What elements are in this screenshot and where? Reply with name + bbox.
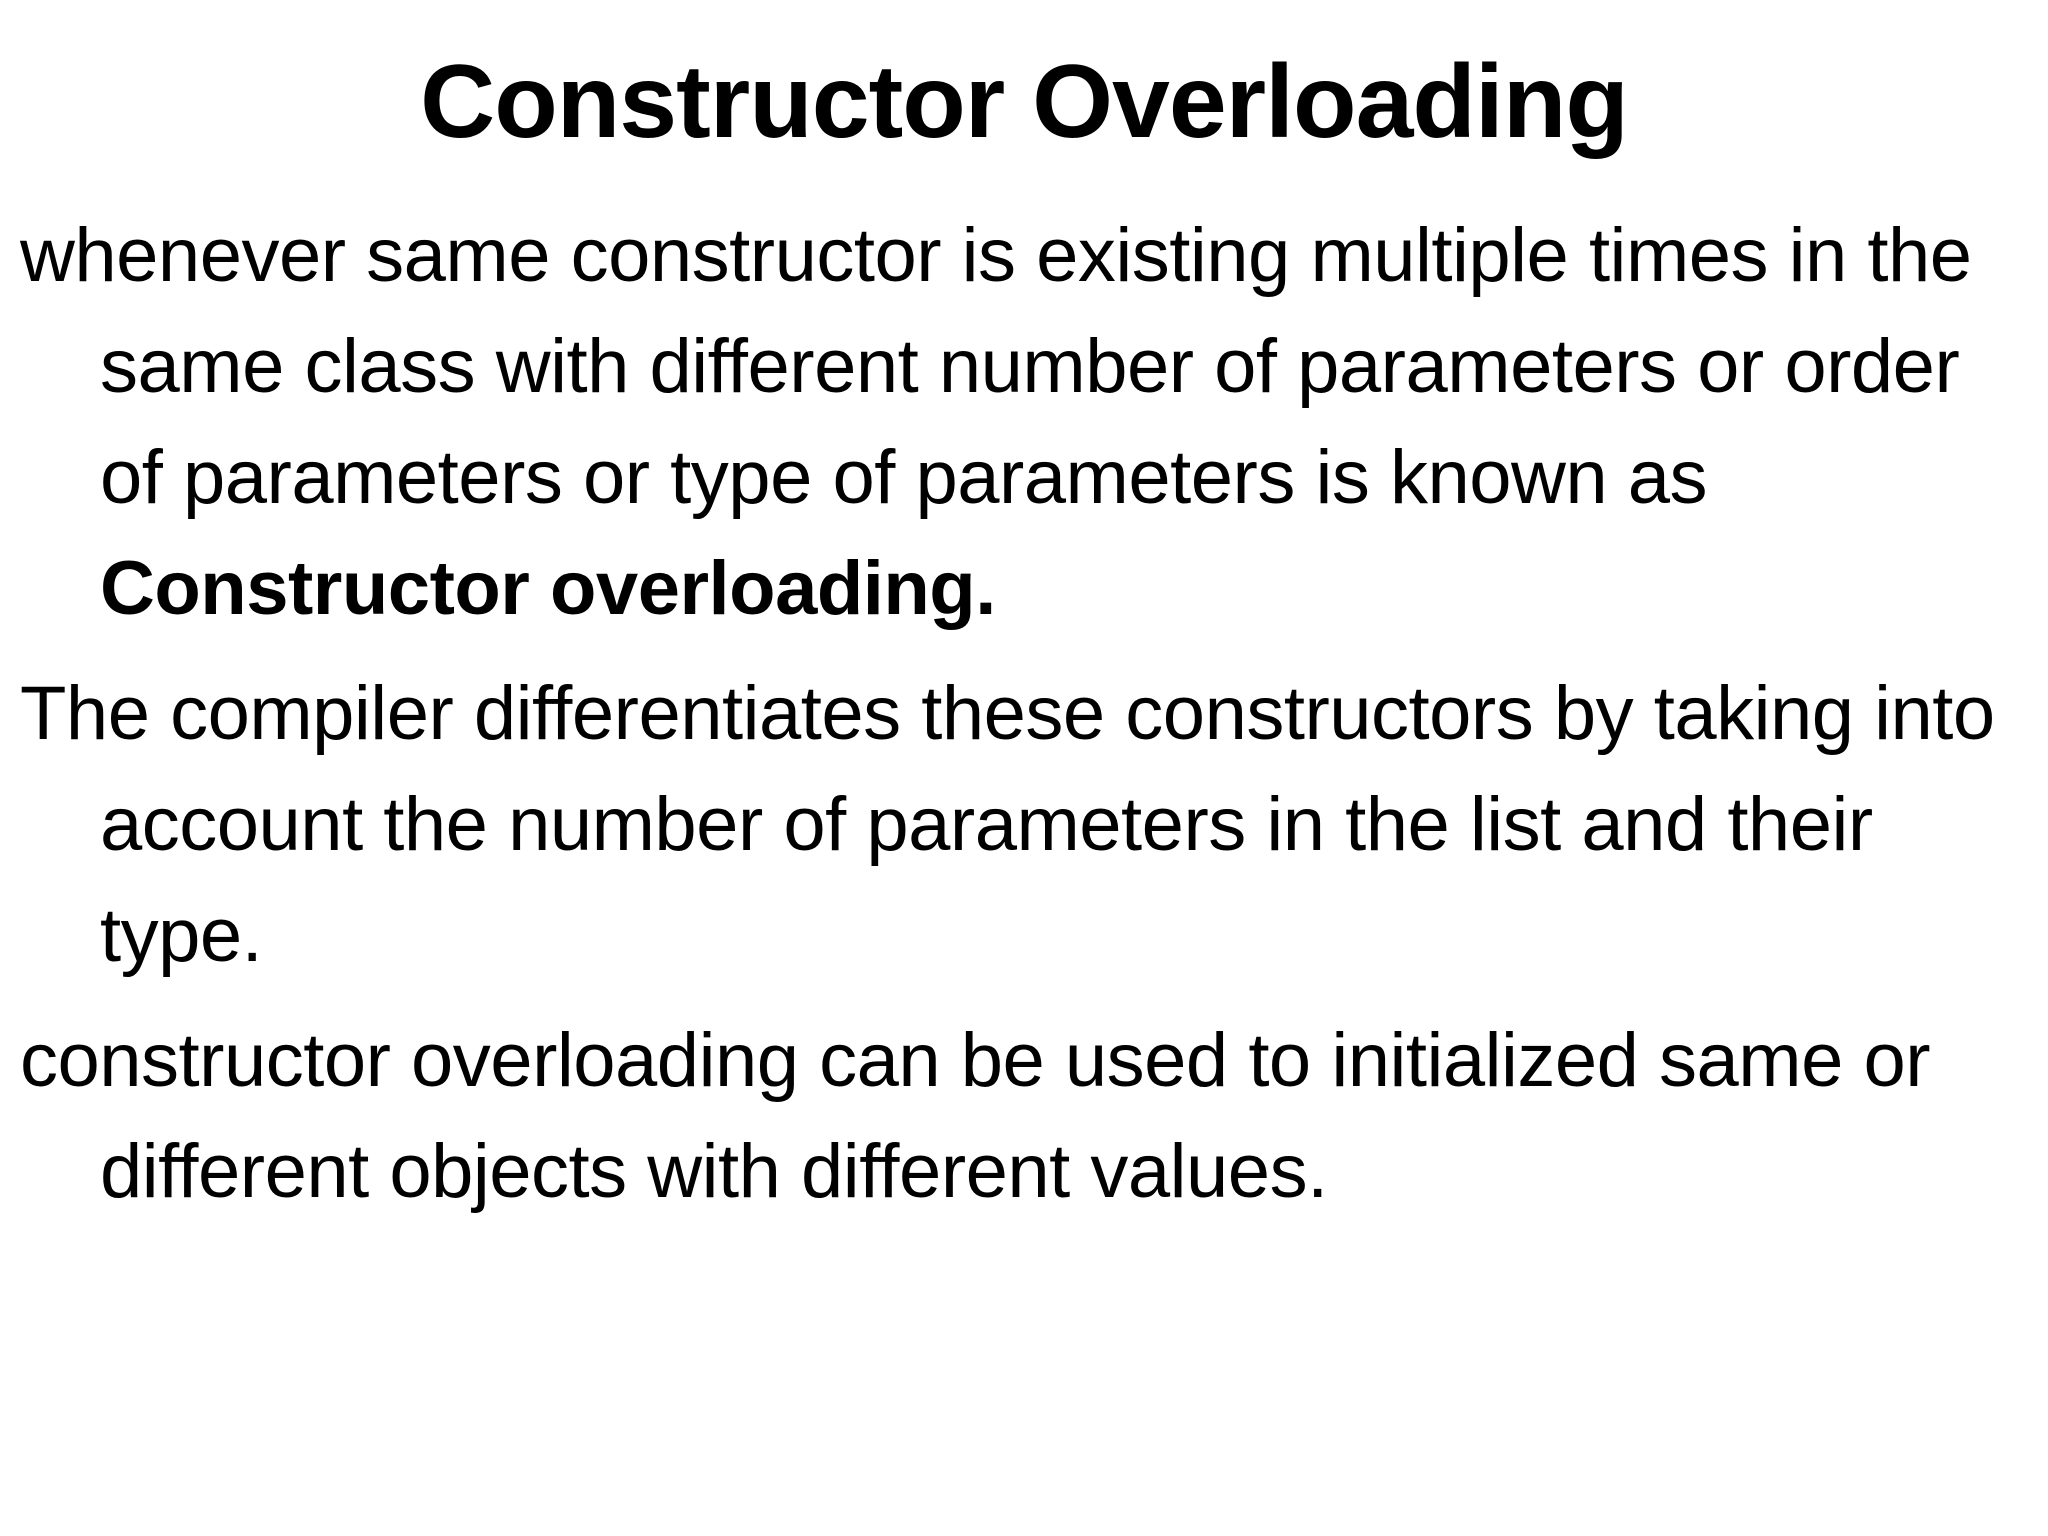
slide-body — [20, 200, 2020, 1241]
paragraph-compiler-text: The compiler differentiates these constructors by taking into account the number of parameters in the list and their type. — [20, 671, 1995, 978]
slide-title: Constructor Overloading — [420, 44, 1628, 160]
paragraph-definition-text: whenever same constructor is existing multiple times in the same class with different number of parameters or order of parameters or type of parameters is known as — [20, 213, 1972, 520]
paragraph-compiler — [20, 658, 2020, 991]
paragraph-usage — [20, 1005, 2020, 1227]
paragraph-usage-text: constructor overloading can be used to initialized same or different objects with different values. — [20, 1018, 1931, 1214]
paragraph-definition-bold-term: Constructor overloading. — [100, 546, 996, 631]
paragraph-definition — [20, 200, 2020, 644]
